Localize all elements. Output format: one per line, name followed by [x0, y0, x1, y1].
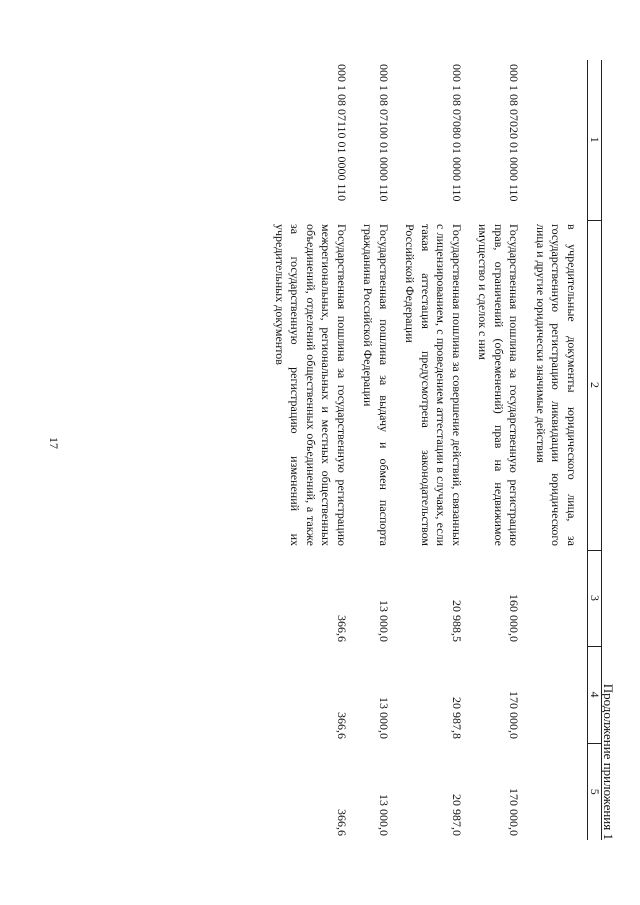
page-number: 17 — [47, 437, 61, 449]
table-row — [472, 60, 530, 840]
row-value-col5: 20 987,0 — [450, 794, 464, 836]
continuation-label: Продолжение приложения 1 — [601, 683, 616, 840]
row-value-col4: 13 000,0 — [377, 697, 391, 739]
row-value-col4 — [530, 646, 588, 743]
column-header-4: 4 — [588, 646, 602, 743]
table-row — [357, 60, 399, 840]
row-value-col3 — [530, 550, 588, 646]
revenue-table — [269, 60, 603, 840]
row-name: Государственная пошлина за государственную регистрацию прав, ограничений (обременений) прав на недвижимое имущество и сделок с ним — [476, 224, 522, 546]
row-value-col5: 13 000,0 — [377, 794, 391, 836]
row-value-col3: 160 000,0 — [507, 594, 522, 642]
row-value-col3: 20 988,5 — [450, 600, 464, 642]
row-code: 000 1 08 07080 01 0000 110 — [450, 64, 464, 202]
row-value-col5 — [530, 743, 588, 840]
column-number-row — [588, 60, 602, 840]
column-header-3: 3 — [588, 550, 602, 646]
row-name: в учредительные документы юридического лица, за государственную регистрацию ликвидации юридического лица и другие юридически значимые действия — [534, 224, 579, 546]
row-name: Государственная пошлина за выдачу и обмен паспорта гражданина Российской Федерации — [361, 224, 391, 546]
row-code: 000 1 08 07100 01 0000 110 — [377, 64, 391, 202]
row-value-col4: 20 987,8 — [450, 697, 464, 739]
row-name: Государственная пошлина за государственную регистрацию межрегиональных, региональных и местных общественных объединений, отделений общественных объединений, а также за государственную регистрацию изменений их учредительных документов — [273, 224, 349, 546]
row-value-col3: 13 000,0 — [377, 600, 391, 642]
table-row — [530, 60, 588, 840]
row-code — [530, 60, 588, 220]
row-code: 000 1 08 07110 01 0000 110 — [335, 64, 349, 202]
row-value-col5: 170 000,0 — [507, 788, 522, 836]
row-value-col4: 170 000,0 — [507, 691, 522, 739]
row-value-col3: 366,6 — [335, 615, 349, 642]
row-code: 000 1 08 07020 01 0000 110 — [507, 64, 522, 202]
column-header-1: 1 — [588, 60, 602, 220]
row-value-col5: 366,6 — [335, 809, 349, 836]
row-value-col4: 366,6 — [335, 712, 349, 739]
table-row — [269, 60, 358, 840]
table-row — [399, 60, 472, 840]
row-name: Государственная пошлина за совершение действий, связанных с лицензированием, с проведением аттестации в случаях, если такая аттестация предусмотрена законодательством Российской Федерации — [403, 224, 464, 546]
column-header-2: 2 — [588, 220, 602, 550]
column-header-5: 5 — [588, 743, 602, 840]
